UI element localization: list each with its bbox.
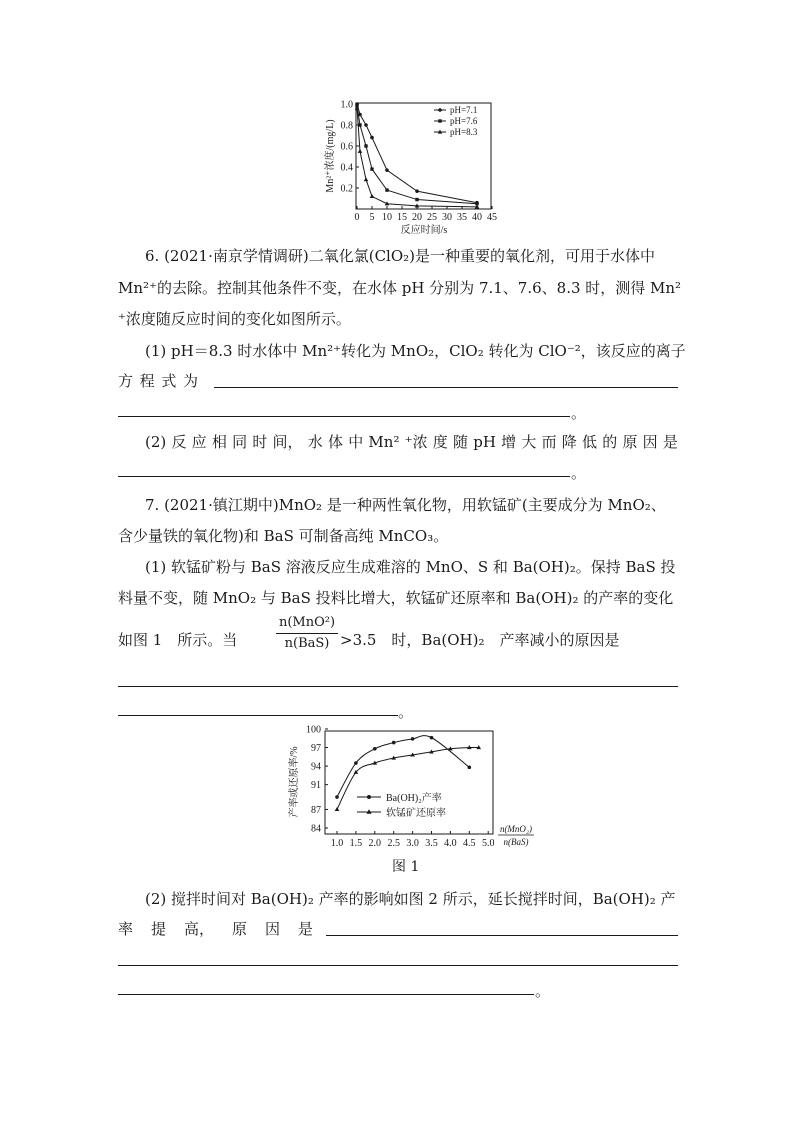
- top-xtick-label: 10: [382, 212, 392, 223]
- q6-2-word-6: 间，: [272, 433, 303, 451]
- top-xtick-label: 30: [442, 212, 452, 223]
- q7-2-text-line1: (2) 搅拌时间对 Ba(OH)₂ 产率的影响如图 2 所示，延长搅拌时间，Ba(OH)₂ 产: [145, 890, 676, 908]
- top-xtick-label: 5: [369, 212, 375, 223]
- top-series-0-point: [364, 123, 368, 127]
- top-x-axis-label: 反应时间/s: [400, 225, 448, 236]
- q6-2-word-14: pH: [473, 433, 496, 451]
- q6-2-word-15: 增: [501, 433, 517, 451]
- fig1-series-0-point: [335, 795, 339, 799]
- top-ytick-label: 0.6: [340, 141, 353, 153]
- top-series-0-point: [370, 136, 374, 140]
- fig1-ytick-label: 84: [311, 823, 321, 835]
- fig1-xtick-label: 2.0: [368, 838, 382, 849]
- top-ytick-label: 0.8: [340, 120, 353, 132]
- q6-2-word-22: 因: [642, 433, 658, 451]
- top-xtick-label: 20: [412, 212, 422, 223]
- fig1-xtick-label: 3.5: [425, 838, 438, 849]
- top-xtick-label: 45: [487, 212, 497, 223]
- q6-2-word-11: ⁺浓: [404, 433, 428, 451]
- fig1-series-0-point: [373, 747, 377, 751]
- q6-2-word-16: 大: [521, 433, 537, 451]
- top-xtick-label: 0: [354, 212, 360, 223]
- fig1-series-0-point: [430, 736, 434, 740]
- q7-2-lead-word-0: 率: [118, 920, 134, 938]
- fig1-xtick-label: 1.5: [349, 838, 363, 849]
- top-series-2-point: [370, 194, 375, 198]
- q6-2-word-10: Mn²: [368, 433, 400, 451]
- q6-2-word-8: 体: [327, 433, 343, 451]
- q6-text-line3: ⁺浓度随反应时间的变化如图所示。: [118, 310, 351, 328]
- fig1-xtick-label: 4.5: [463, 838, 476, 849]
- top-series-0-point: [415, 189, 419, 193]
- q7-text-line2: 含少量铁的氧化物)和 BaS 可制备高纯 MnCO₃。: [118, 527, 449, 545]
- top-legend: [434, 105, 478, 137]
- fig1-xtick-label: 4.0: [444, 838, 457, 849]
- q7-1-answer-line2[interactable]: [118, 715, 398, 716]
- fig1-ytick-label: 100: [306, 724, 321, 736]
- q6-2-word-3: 相: [211, 433, 227, 451]
- mole-ratio-fraction: [276, 614, 338, 653]
- q6-2-word-2: 应: [191, 433, 207, 451]
- q6-text-line2: Mn²⁺的去除。控制其他条件不变，在水体 pH 分别为 7.1、7.6、8.3 时，测得 Mn²: [118, 279, 682, 297]
- figure1-chart: [0, 722, 794, 862]
- legend-ph76: pH=7.6: [450, 116, 478, 126]
- fraction-numerator: n(MnO²): [278, 615, 336, 630]
- q7-2-lead-word-1: 提: [150, 920, 166, 938]
- q7-2-lead-word-5: 是: [297, 920, 313, 938]
- q6-2-word-23: 是: [662, 433, 678, 451]
- q7-1-period: 。: [398, 703, 414, 721]
- top-ytick-label: 0.4: [340, 162, 353, 174]
- q6-2-answer-line[interactable]: [118, 476, 570, 477]
- q6-2-word-19: 低: [582, 433, 598, 451]
- q7-2-lead-word-4: 因: [264, 920, 280, 938]
- q7-2-lead-word-2: 高，: [183, 920, 214, 938]
- top-ytick-label: 1.0: [340, 99, 353, 111]
- q7-2-answer-line1[interactable]: [326, 935, 678, 936]
- q6-2-word-21: 原: [622, 433, 638, 451]
- q7-1-answer-line1[interactable]: [118, 686, 678, 687]
- q6-2-word-1: 反: [171, 433, 187, 451]
- fig1-ytick-label: 87: [311, 804, 321, 816]
- q6-1-answer-line1[interactable]: [214, 387, 678, 388]
- fig1-xtick-label: 1.0: [330, 838, 344, 849]
- top-series-1-point: [358, 123, 361, 126]
- fig1-ytick-label: 94: [311, 761, 321, 773]
- fig1-legend: [357, 791, 446, 819]
- mn-concentration-chart: [0, 0, 794, 240]
- q7-2-lead: [118, 919, 318, 939]
- q7-2-answer-line2[interactable]: [118, 965, 678, 966]
- q6-1-lead-word-1: 程: [139, 372, 155, 390]
- q6-2-word-12: 度: [432, 433, 448, 451]
- top-ytick-label: 0.2: [340, 183, 353, 195]
- top-series-1-point: [364, 144, 367, 147]
- q6-1-lead-word-3: 为: [182, 372, 198, 390]
- top-xtick-label: 15: [397, 212, 407, 223]
- legend-reduction-rate: 软锰矿还原率: [386, 808, 446, 819]
- q6-2-word-7: 水: [307, 433, 323, 451]
- q7-1-text-line3b: >3.5 时，Ba(OH)₂ 产率减小的原因是: [340, 631, 620, 649]
- q6-text-line1: 6. (2021·南京学情调研)二氧化氯(ClO₂)是一种重要的氧化剂，可用于水体中: [145, 247, 656, 265]
- q7-1-text-line3a: 如图 1 所示。当: [118, 631, 238, 649]
- fig1-series-1-point: [335, 807, 340, 811]
- q7-text-line1: 7. (2021·镇江期中)MnO₂ 是一种两性氧化物，用软锰矿(主要成分为 MnO₂、: [145, 496, 666, 514]
- figure1-caption: 图 1: [392, 859, 420, 875]
- top-series-2-point: [358, 149, 363, 153]
- q6-2-word-4: 同: [232, 433, 248, 451]
- fig1-xtick-label: 3.0: [406, 838, 419, 849]
- fraction-denominator: n(BaS): [284, 636, 330, 651]
- q7-2-lead-word-3: 原: [231, 920, 247, 938]
- fig1-x-label-numerator: n(MnO₂): [499, 824, 533, 834]
- q6-2-word-13: 随: [453, 433, 469, 451]
- q6-1-answer-line2[interactable]: [118, 416, 570, 417]
- fig1-x-label-denominator: n(BaS): [503, 837, 529, 847]
- fig1-ytick-label: 97: [311, 743, 321, 755]
- top-xtick-label: 35: [457, 212, 467, 223]
- fig1-ytick-label: 91: [311, 780, 321, 792]
- fig1-series-0-point: [468, 766, 472, 770]
- fig1-y-axis-label: 产率或还原率/%: [289, 746, 300, 818]
- q6-2-period: 。: [571, 464, 587, 482]
- fig1-xtick-label: 5.0: [481, 838, 495, 849]
- fig1-xtick-label: 2.5: [387, 838, 400, 849]
- q6-2-word-5: 时: [252, 433, 268, 451]
- top-series-1-point: [385, 188, 388, 191]
- legend-ph83: pH=8.3: [450, 127, 478, 137]
- legend-baoh2-yield: Ba(OH)₂产率: [386, 793, 442, 804]
- legend-ph71: pH=7.1: [450, 105, 478, 115]
- fig1-series-0-point: [411, 737, 415, 741]
- top-y-axis-label: Mn²⁺浓度/(mg/L): [325, 119, 336, 193]
- q6-2-word-0: (2): [145, 433, 167, 451]
- q7-2-answer-line3[interactable]: [118, 994, 534, 995]
- q6-2-word-20: 的: [602, 433, 618, 451]
- top-series-0-point: [385, 168, 389, 172]
- q6-2-word-9: 中: [348, 433, 364, 451]
- q7-2-period: 。: [535, 982, 551, 1000]
- q6-1-lead: [118, 371, 198, 391]
- fig1-series-line-0: [337, 736, 469, 797]
- q6-2-word-18: 降: [561, 433, 577, 451]
- q6-1-period: 。: [571, 404, 587, 422]
- q6-2-text: [145, 432, 678, 452]
- q6-2-word-17: 而: [541, 433, 557, 451]
- top-xtick-label: 40: [472, 212, 482, 223]
- q6-1-lead-word-0: 方: [118, 372, 134, 390]
- top-series-2-point: [364, 177, 369, 181]
- top-series-1-point: [370, 167, 373, 170]
- q6-1-lead-word-2: 式: [161, 372, 177, 390]
- top-series-1-point: [415, 198, 418, 201]
- q7-1-text-line2: 料量不变，随 MnO₂ 与 BaS 投料比增大，软锰矿还原率和 Ba(OH)₂ 的产率的变化: [118, 589, 674, 607]
- top-xtick-label: 25: [427, 212, 437, 223]
- fig1-series-0-point: [392, 741, 396, 745]
- q7-1-text-line1: (1) 软锰矿粉与 BaS 溶液反应生成难溶的 MnO、S 和 Ba(OH)₂。保持 BaS 投: [145, 558, 676, 576]
- q6-1-text: (1) pH＝8.3 时水体中 Mn²⁺转化为 MnO₂，ClO₂ 转化为 ClO⁻²，该反应的离子: [145, 342, 686, 360]
- fig1-series-0-point: [354, 761, 358, 765]
